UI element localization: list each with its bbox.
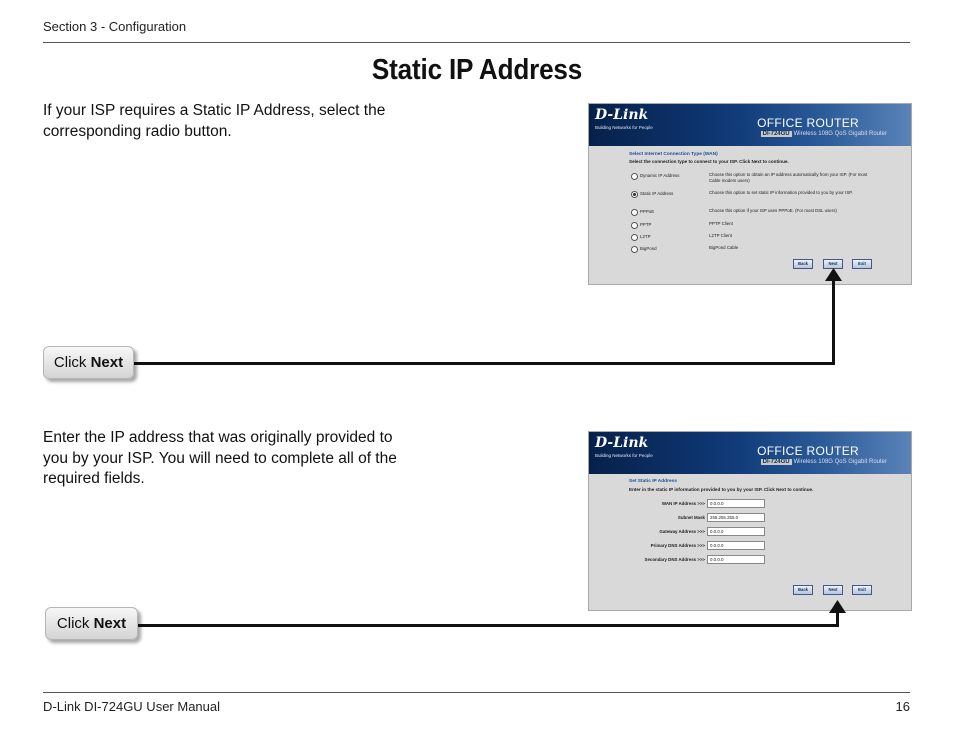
model-line (761, 459, 887, 465)
back-button[interactable]: Back (793, 585, 813, 595)
option-pppoe[interactable] (631, 208, 911, 222)
option-desc: Choose this option if your ISP uses PPPoE. (For most DSL users) (709, 208, 837, 213)
subnet-mask-input[interactable]: 255.255.255.0 (707, 513, 765, 522)
dlink-logo: D-Link (595, 107, 649, 123)
step2-text-line: Enter the IP address that was originally provided to (43, 429, 393, 446)
exit-button[interactable]: Exit (852, 585, 872, 595)
callout-bold: Next (93, 615, 127, 632)
arrow-up-icon (829, 600, 846, 613)
product-name: OFFICE ROUTER (757, 444, 859, 458)
arrow-up-icon (825, 268, 842, 281)
router-screenshot-connection-type (588, 103, 912, 285)
step2-text (43, 428, 438, 490)
option-label: PPPoE (640, 209, 655, 214)
field-label: Gateway Address >>> (659, 529, 705, 534)
primary-dns-input[interactable]: 0.0.0.0 (707, 541, 765, 550)
option-desc: Choose this option to obtain an IP address automatically from your ISP. (For most Cable modem users) (709, 172, 868, 183)
next-button[interactable]: Next (823, 259, 843, 269)
field-label: Subnet Mask (677, 515, 705, 520)
option-label: PPTP (640, 222, 652, 227)
wan-ip-input[interactable]: 0.0.0.0 (707, 499, 765, 508)
header-rule (43, 42, 910, 43)
radio-button[interactable] (631, 222, 638, 229)
option-label: L2TP (640, 234, 651, 239)
exit-button[interactable]: Exit (852, 259, 872, 269)
field-label: WAN IP Address >>> (661, 501, 705, 506)
radio-button[interactable] (631, 246, 638, 253)
page-number: 16 (895, 699, 910, 714)
option-desc: L2TP Client (709, 233, 732, 238)
product-name: OFFICE ROUTER (757, 116, 859, 130)
radio-button[interactable] (631, 209, 638, 216)
callout-prefix: Click (56, 615, 94, 632)
screen-instruction: Enter in the static IP information provided to you by your ISP. Click Next to continue. (629, 487, 814, 492)
router-screenshot-static-ip (588, 431, 912, 611)
field-label: Secondary DNS Address >>> (644, 557, 705, 562)
radio-button[interactable] (631, 173, 638, 180)
callout-bold: Next (90, 354, 124, 371)
option-label: Static IP Address (640, 191, 674, 196)
model-desc: Wireless 108G QoS Gigabit Router (793, 459, 887, 465)
step2-text-line: required fields. (43, 470, 145, 487)
step2-text-line: you by your ISP. You will need to complete all of the (43, 449, 397, 467)
next-button[interactable]: Next (823, 585, 843, 595)
section-header: Section 3 - Configuration (43, 19, 187, 34)
radio-button[interactable] (631, 234, 638, 241)
page-title: Static IP Address (371, 54, 583, 86)
field-label: Primary DNS Address >>> (650, 543, 705, 548)
option-static-ip[interactable] (631, 190, 911, 204)
screen-title: Select Internet Connection Type (WAN) (629, 152, 718, 157)
step1-text (43, 101, 438, 142)
wan-ip-row (589, 499, 911, 509)
click-next-callout (43, 346, 134, 379)
option-desc: PPTP Client (709, 221, 733, 226)
gateway-row (589, 527, 911, 537)
secondary-dns-row (589, 555, 911, 565)
model-line (761, 131, 887, 137)
subnet-mask-row (589, 513, 911, 523)
dlink-logo: D-Link (595, 435, 649, 451)
gateway-input[interactable]: 0.0.0.0 (707, 527, 765, 536)
dlink-tagline: Building Networks for People (595, 453, 653, 458)
connector-line (836, 612, 839, 627)
option-desc: BigPond Cable (709, 245, 739, 250)
option-desc: Choose this option to set static IP information provided to you by your ISP. (709, 190, 853, 195)
connector-line (137, 624, 839, 627)
model-badge: DI-724GU (762, 131, 790, 137)
option-label: BigPond (640, 246, 657, 251)
radio-button-selected[interactable] (631, 191, 638, 198)
back-button[interactable]: Back (793, 259, 813, 269)
option-dynamic-ip[interactable] (631, 172, 911, 186)
secondary-dns-input[interactable]: 0.0.0.0 (707, 555, 765, 564)
dlink-tagline: Building Networks for People (595, 125, 653, 130)
footer-manual: D-Link DI-724GU User Manual (43, 699, 221, 714)
step1-text-line: corresponding radio button. (43, 122, 232, 140)
router-banner (589, 104, 911, 146)
router-banner (589, 432, 911, 474)
primary-dns-row (589, 541, 911, 551)
option-bigpond[interactable] (631, 245, 911, 259)
step1-text-line: If your ISP requires a Static IP Address, select the (43, 102, 386, 119)
screen-title: Set Static IP Address (629, 479, 677, 484)
model-badge: DI-724GU (762, 459, 790, 465)
footer-rule (43, 692, 910, 693)
connector-line (133, 362, 835, 365)
screen-instruction: Select the connection type to connect to your ISP. Click Next to continue. (629, 159, 789, 164)
click-next-callout (45, 607, 138, 640)
model-desc: Wireless 108G QoS Gigabit Router (793, 131, 887, 137)
option-label: Dynamic IP Address (640, 173, 680, 178)
callout-prefix: Click (53, 354, 91, 371)
connector-line (832, 278, 835, 365)
